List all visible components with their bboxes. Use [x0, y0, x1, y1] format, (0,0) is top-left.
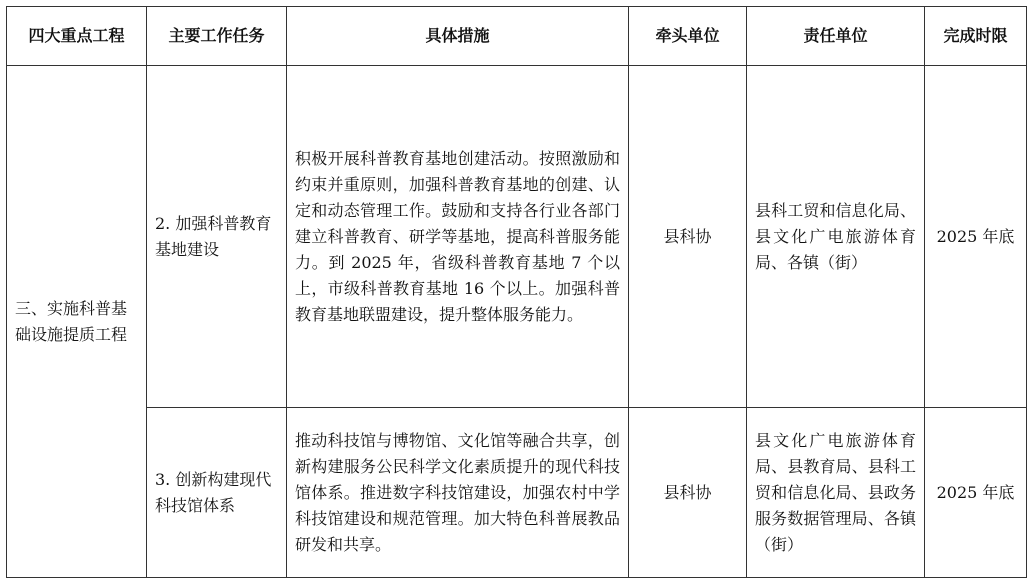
deadline-text: 2025 年底 [936, 226, 1015, 246]
measure-cell [287, 66, 629, 408]
task-cell [147, 66, 287, 408]
deadline-cell [925, 408, 1027, 578]
plan-table [6, 6, 1027, 578]
task-text: 3. 创新构建现代科技馆体系 [155, 469, 272, 515]
responsible-unit-text: 县科工贸和信息化局、县文化广电旅游体育局、各镇（街） [755, 200, 916, 272]
measure-text: 积极开展科普教育基地创建活动。按照激励和约束并重原则，加强科普教育基地的创建、认定和动态管理工作。鼓励和支持各行业各部门建立科普教育、研学等基地，提高科普服务能力。到 2025 年，省级科普教育基地 7 个以上，市级科普教育基地 16 个以上。加强科普教育基地联盟建设，提升整体服务能力。 [295, 148, 620, 324]
lead-unit-cell [629, 66, 747, 408]
measure-cell [287, 408, 629, 578]
deadline-text: 2025 年底 [936, 482, 1015, 502]
header-deadline: 完成时限 [925, 7, 1027, 66]
header-responsible-unit: 责任单位 [747, 7, 925, 66]
deadline-cell [925, 66, 1027, 408]
responsible-unit-cell [747, 408, 925, 578]
task-text: 2. 加强科普教育基地建设 [155, 213, 272, 259]
header-measures: 具体措施 [287, 7, 629, 66]
table-header-row [7, 7, 1027, 66]
responsible-unit-cell [747, 66, 925, 408]
table-row [7, 408, 1027, 578]
lead-unit-text: 县科协 [663, 226, 712, 246]
task-cell [147, 408, 287, 578]
lead-unit-cell [629, 408, 747, 578]
responsible-unit-text: 县文化广电旅游体育局、县教育局、县科工贸和信息化局、县政务服务数据管理局、各镇（街） [755, 430, 916, 554]
header-key-project: 四大重点工程 [7, 7, 147, 66]
project-name: 三、实施科普基础设施提质工程 [15, 298, 128, 344]
table-row [7, 66, 1027, 408]
lead-unit-text: 县科协 [663, 482, 712, 502]
header-lead-unit: 牵头单位 [629, 7, 747, 66]
measure-text: 推动科技馆与博物馆、文化馆等融合共享，创新构建服务公民科学文化素质提升的现代科技馆体系。推进数字科技馆建设，加强农村中学科技馆建设和规范管理。加大特色科普展教品研发和共享。 [295, 430, 620, 554]
project-cell [7, 66, 147, 578]
header-main-task: 主要工作任务 [147, 7, 287, 66]
